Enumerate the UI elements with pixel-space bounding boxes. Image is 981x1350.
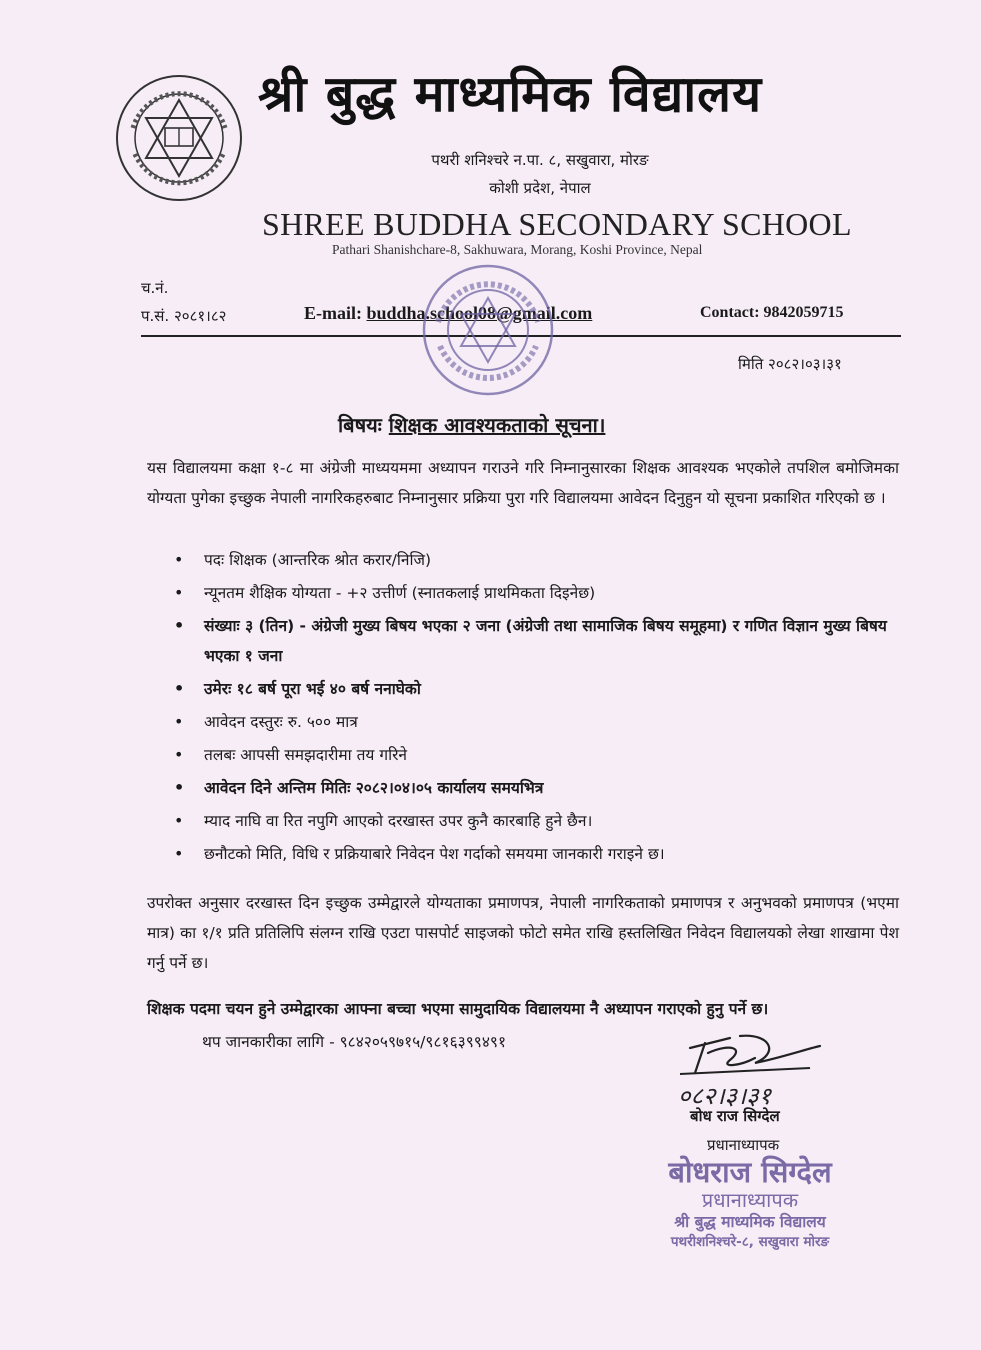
list-item: • आवेदन दस्तुरः रु. ५०० मात्र (170, 707, 900, 737)
documents-paragraph: उपरोक्त अनुसार दरखास्त दिन इच्छुक उम्मेद्वारले योग्यताका प्रमाणपत्र, नेपाली नागरिकताको प्रमाणपत्र र अनुभवको प्रमाणपत्र (भएमा मात्र) का १/१ प्रति प्रतिलिपि संलग्न राखि एउटा पासपोर्ट साइजको फोटो समेत राखि हस्तलिखित निवेदन विद्यालयको लेखा शाखामा पेश गर्नु पर्ने छ। (147, 894, 899, 972)
signer-name: बोध राज सिग्देल (690, 1107, 780, 1125)
stamp-address: पथरीशनिश्चरे-८, सखुवारा मोरङ (670, 1234, 830, 1250)
list-item: • आवेदन दिने अन्तिम मितिः २०८२।०४।०५ कार्यालय समयभित्र (170, 773, 900, 803)
more-info-phone: थप जानकारीका लागि - ९८४२०५९७१५/९८१६३९९४९१ (202, 1033, 507, 1051)
stamp-name: बोधराज सिग्देल (668, 1155, 832, 1189)
requirements-list (170, 545, 900, 872)
handwritten-signature-icon (660, 1028, 850, 1110)
school-address-en: Pathari Shanishchare-8, Sakhuwara, Morang, Koshi Province, Nepal (332, 242, 703, 257)
cha-number-label: च.नं. (141, 279, 169, 297)
list-item: • न्यूनतम शैक्षिक योग्यता - +२ उत्तीर्ण (स्नातकलाई प्राथमिकता दिइनेछ) (170, 578, 900, 608)
school-seal-icon (420, 262, 556, 398)
condition-paragraph: शिक्षक पदमा चयन हुने उम्मेद्वारका आफ्ना बच्चा भएमा सामुदायिक विद्यालयमा नै अध्यापन गराएको हुनु पर्ने छ। (147, 1000, 769, 1018)
school-name-en: SHREE BUDDHA SECONDARY SCHOOL (262, 206, 852, 242)
list-item: • म्याद नाघि वा रित नपुगि आएको दरखास्त उपर कुनै कारबाहि हुने छैन। (170, 806, 900, 836)
subject-prefix: बिषयः (338, 413, 382, 437)
list-item: • पदः शिक्षक (आन्तरिक श्रोत करार/निजि) (170, 545, 900, 575)
subject-text: शिक्षक आवश्यकताको सूचना। (388, 413, 606, 437)
school-address-np-line1: पथरी शनिश्चरे न.पा. ८, सखुवारा, मोरङ (431, 151, 649, 169)
stamp-title: प्रधानाध्यापक (701, 1188, 799, 1212)
list-item: • संख्याः ३ (तिन) - अंग्रेजी मुख्य बिषय भएका २ जना (अंग्रेजी तथा सामाजिक बिषय समूहमा) र गणित विज्ञान मुख्य बिषय भएका १ जना (170, 611, 900, 671)
email-address[interactable]: buddha.school08@gmail.com (366, 303, 593, 323)
contact-line (700, 304, 844, 322)
email-label: E-mail: (304, 303, 362, 323)
contact-number: 9842059715 (763, 304, 844, 321)
school-name-np: श्री बुद्ध माध्यमिक विद्यालय (258, 65, 763, 123)
contact-label: Contact: (700, 304, 760, 321)
signer-title: प्रधानाध्यापक (707, 1136, 780, 1154)
pa-sa-reference: प.सं. २०८१।८२ (141, 307, 227, 325)
list-item: • तलबः आपसी समझदारीमा तय गरिने (170, 740, 900, 770)
list-item: • छनौटको मिति, विधि र प्रक्रियाबारे निवेदन पेश गर्दाको समयमा जानकारी गराइने छ। (170, 839, 900, 869)
stamp-school: श्री बुद्ध माध्यमिक विद्यालय (674, 1213, 826, 1231)
notice-subject (338, 411, 605, 438)
intro-paragraph: यस विद्यालयमा कक्षा १-८ मा अंग्रेजी माध्ययममा अध्यापन गराउने गरि निम्नानुसारका शिक्षक आवश्यक भएकोले तपशिल बमोजिमका योग्यता पुगेका इच्छुक नेपाली नागरिकहरुबाट निम्नानुसार प्रक्रिया पुरा गरि विद्यालयमा आवेदन दिनुहुन यो सूचना प्रकाशित गरिएको छ । (147, 459, 899, 507)
list-item: • उमेरः १८ बर्ष पूरा भई ४० बर्ष ननाघेको (170, 674, 900, 704)
school-address-np-line2: कोशी प्रदेश, नेपाल (489, 179, 591, 197)
principal-stamp (620, 1155, 880, 1251)
school-logo-icon (113, 72, 245, 204)
handwritten-date: ०८२।३।३१ (678, 1082, 772, 1110)
notice-date: मिति २०८२।०३।३१ (738, 355, 842, 373)
